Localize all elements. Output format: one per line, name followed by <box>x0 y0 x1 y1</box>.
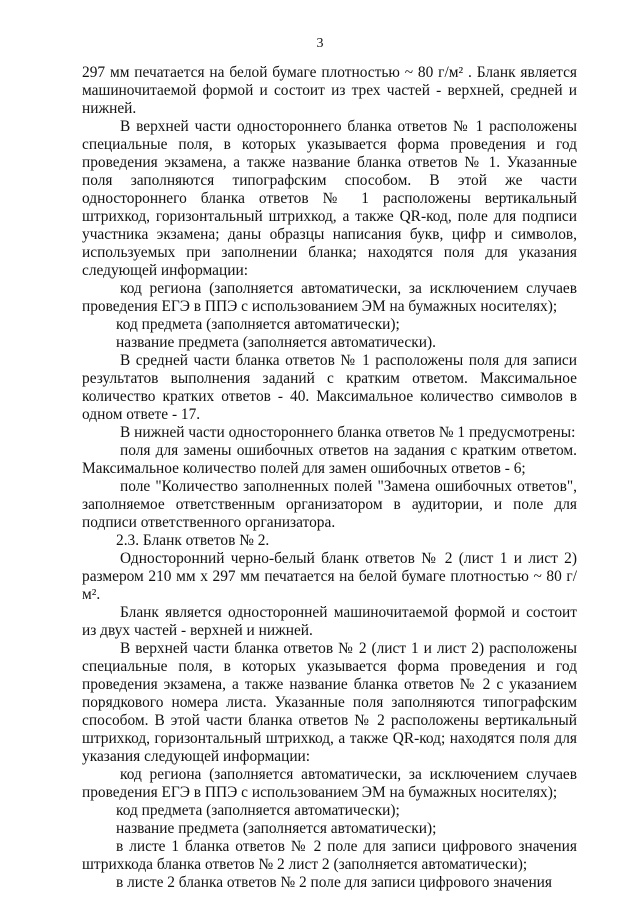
list-item-subject-name: название предмета (заполняется автоматически). <box>116 334 436 351</box>
paragraph-form2-size: Односторонний черно-белый бланк ответов № 2 (лист 1 и лист 2) размером 210 мм х 297 мм печатается на белой бумаге плотностью ~ 80 г/м². <box>82 550 577 603</box>
paragraph-form1-top-part: В верхней части одностороннего бланка ответов № 1 расположены специальные поля, в которых указывается форма проведения и год проведения экзамена, а также название бланка ответов № 1. Указанные поля заполняются типографским способом. В этой же части одностороннего бланка ответов № 1 расположены вертикальный штрихкод, горизонтальный штрихкод, а также QR-код, поле для подписи участника экзамена; даны образцы написания букв, цифр и символов, используемых при заполнении бланка; находятся поля для указания следующей информации: <box>82 118 577 279</box>
list-item-replacement-fields: поля для замены ошибочных ответов на задания с кратким ответом. Максимальное количество полей для замен ошибочных ответов - 6; <box>82 442 577 477</box>
list-item-region-code: код региона (заполняется автоматически, за исключением случаев проведения ЕГЭ в ППЭ с использованием ЭМ на бумажных носителях); <box>82 280 577 315</box>
list-item-region-code-2: код региона (заполняется автоматически, за исключением случаев проведения ЕГЭ в ППЭ с использованием ЭМ на бумажных носителях); <box>82 766 577 801</box>
list-item-subject-name-2: название предмета (заполняется автоматически); <box>116 820 437 837</box>
paragraph-form1-middle-part: В средней части бланка ответов № 1 расположены поля для записи результатов выполнения заданий с кратким ответом. Максимальное количество кратких ответов - 40. Максимальное количество символов в одном ответе - 17. <box>82 352 577 423</box>
page-number: 3 <box>316 36 324 51</box>
paragraph-form1-bottom-part: В нижней части одностороннего бланка ответов № 1 предусмотрены: <box>120 424 576 441</box>
list-item-replacement-count-field: поле "Количество заполненных полей "Замена ошибочных ответов", заполняемое ответственным организатором в аудитории, и поле для подписи ответственного организатора. <box>82 478 577 531</box>
paragraph-form2-top-part: В верхней части бланка ответов № 2 (лист 1 и лист 2) расположены специальные поля, в которых указывается форма проведения и год проведения экзамена, а также название бланка ответов № 2 с указанием порядкового номера листа. Указанные поля заполняются типографским способом. В этой части бланка ответов № 2 расположены вертикальный штрихкод, горизонтальный штрихкод, а также QR-код; находятся поля для указания следующей информации: <box>82 640 577 765</box>
list-item-sheet2-barcode-field: в листе 2 бланка ответов № 2 поле для записи цифрового значения <box>116 874 553 891</box>
section-heading-2-3: 2.3. Бланк ответов № 2. <box>116 532 270 549</box>
document-body <box>82 64 577 892</box>
paragraph-continuation: 297 мм печатается на белой бумаге плотностью ~ 80 г/м² . Бланк является машиночитаемой формой и состоит из трех частей - верхней, средней и нижней. <box>82 64 577 117</box>
paragraph-form2-structure: Бланк является односторонней машиночитаемой формой и состоит из двух частей - верхней и нижней. <box>82 604 577 639</box>
list-item-subject-code-2: код предмета (заполняется автоматически); <box>116 802 400 819</box>
list-item-sheet1-barcode-field: в листе 1 бланка ответов № 2 поле для записи цифрового значения штрихкода бланка ответов № 2 лист 2 (заполняется автоматически); <box>82 838 577 873</box>
list-item-subject-code: код предмета (заполняется автоматически); <box>116 316 400 333</box>
